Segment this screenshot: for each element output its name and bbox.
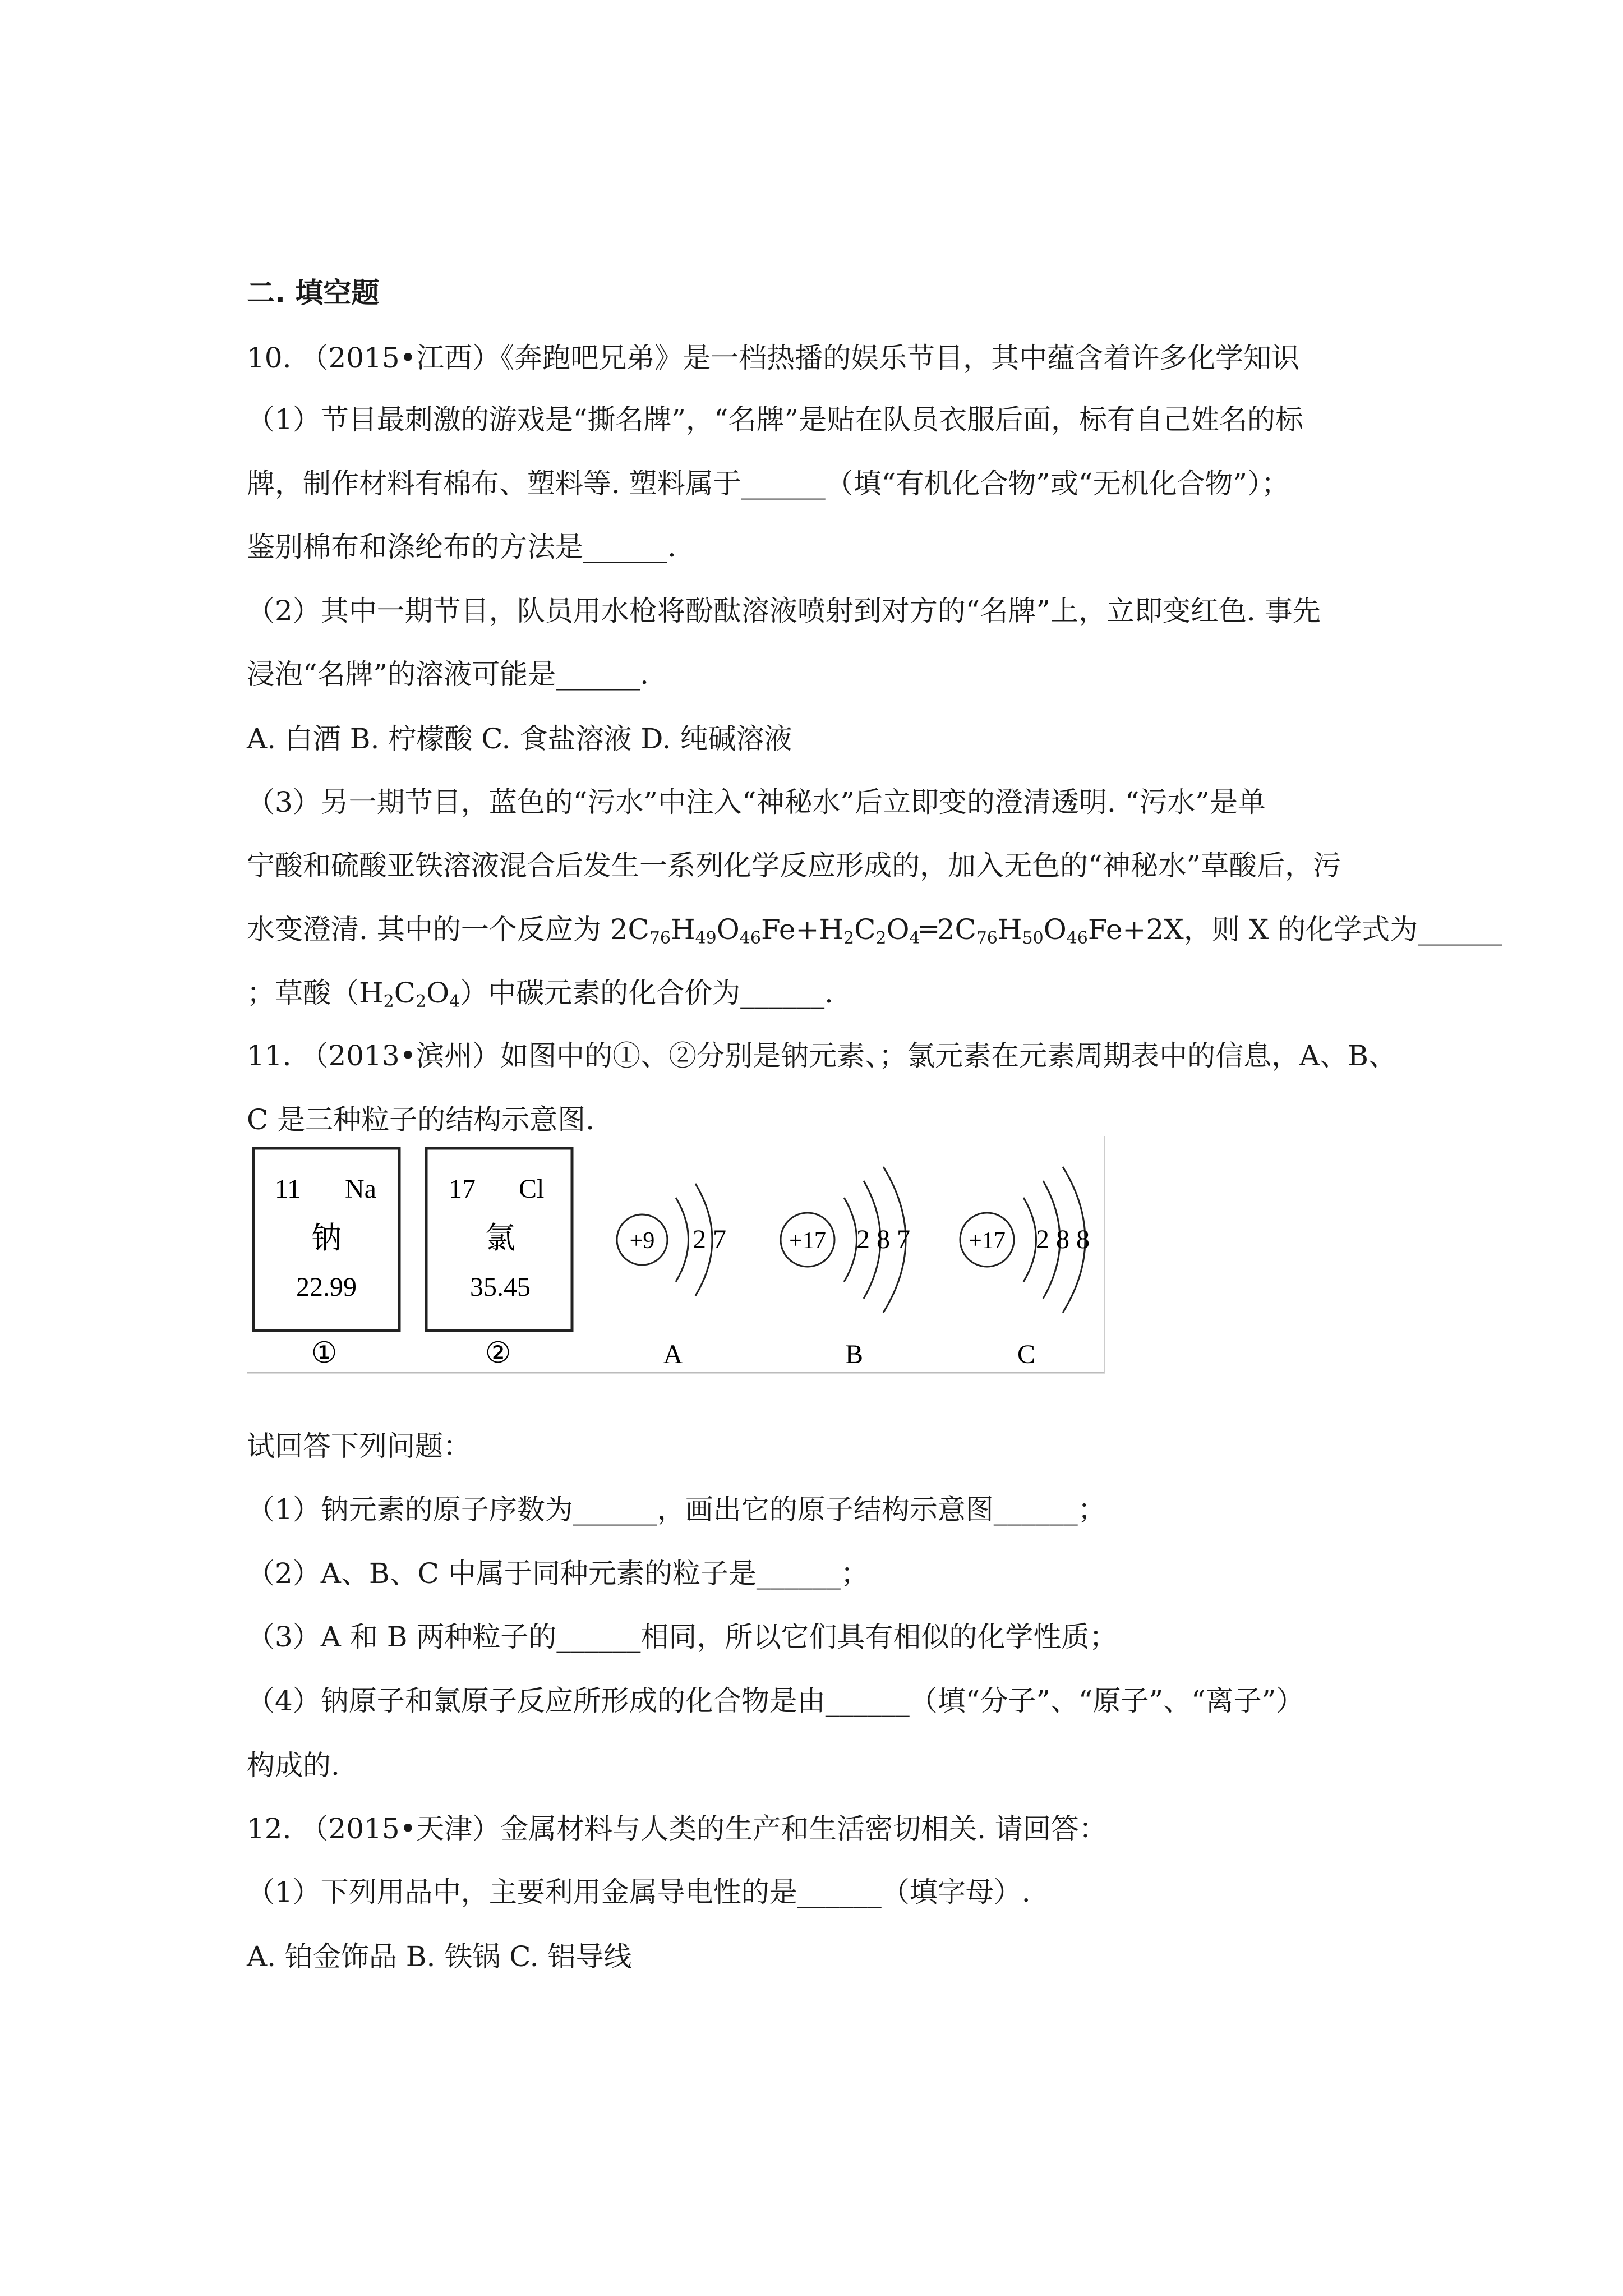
q10-part1-line1: （1）节目最刺激的游戏是“撕名牌”，“名牌”是贴在队员衣服后面，标有自己姓名的标	[247, 403, 1304, 436]
q12-sub1: （1）下列用品中，主要利用金属导电性的是______（填字母）.	[247, 1876, 1031, 1908]
q11-sub2: （2）A、B、C 中属于同种元素的粒子是______；	[247, 1557, 869, 1590]
q12-options: A. 铂金饰品 B. 铁锅 C. 铝导线	[247, 1940, 632, 1973]
element-structure-figure	[247, 1136, 1110, 1377]
section-title: 二. 填空题	[247, 277, 380, 309]
svg-text:2 8 8: 2 8 8	[1036, 1225, 1090, 1254]
q10-part2-line1: （2）其中一期节目，队员用水枪将酚酞溶液喷射到对方的“名牌”上，立即变红色. 事先	[247, 595, 1321, 627]
q11-stem-line1: 11. （2013•滨州）如图中的①、②分别是钠元素、；氯元素在元素周期表中的信息，A、B、	[247, 1039, 1396, 1072]
q11-sub4-line1: （4）钠原子和氯原子反应所形成的化合物是由______（填“分子”、“原子”、“离子”）	[247, 1685, 1304, 1717]
q10-part2-line2: 浸泡“名牌”的溶液可能是______.	[247, 658, 649, 691]
svg-text:+9: +9	[629, 1228, 655, 1254]
q10-options: A. 白酒 B. 柠檬酸 C. 食盐溶液 D. 纯碱溶液	[247, 723, 792, 755]
svg-text:+17: +17	[969, 1228, 1006, 1254]
q10-part1-line3: 鉴别棉布和涤纶布的方法是______.	[247, 531, 676, 563]
svg-text:+17: +17	[789, 1228, 826, 1254]
svg-text:17: 17	[449, 1174, 476, 1204]
svg-text:氯: 氯	[485, 1221, 515, 1255]
caption-2: ②	[485, 1337, 511, 1369]
caption-c: C	[1017, 1340, 1036, 1369]
svg-text:Na: Na	[345, 1174, 376, 1204]
q10-part3-line2: 宁酸和硫酸亚铁溶液混合后发生一系列化学反应形成的，加入无色的“神秘水”草酸后，污	[247, 849, 1341, 882]
q11-sub4-line2: 构成的.	[247, 1749, 340, 1782]
svg-text:35.45: 35.45	[470, 1272, 531, 1302]
q10-part1-line2: 牌，制作材料有棉布、塑料等. 塑料属于______（填“有机化合物”或“无机化合物”）；	[247, 467, 1290, 500]
reaction-equation: $2C_{76}H_{49}O_{46}Fe+H_2C_2O_4═2C_{76}H_{50}O_{46}Fe+2X$	[610, 913, 1184, 948]
q12-stem: 12. （2015•天津）金属材料与人类的生产和生活密切相关. 请回答：	[247, 1812, 1107, 1845]
q11-sub1: （1）钠元素的原子序数为______，画出它的原子结构示意图______；	[247, 1493, 1106, 1526]
svg-text:钠: 钠	[311, 1221, 342, 1255]
q10-stem: 10. （2015•江西）《奔跑吧兄弟》是一档热播的娱乐节目，其中蕴含着许多化学知识	[247, 342, 1300, 374]
sodium-card	[253, 1148, 399, 1331]
caption-a: A	[663, 1340, 683, 1369]
caption-b: B	[845, 1340, 864, 1369]
q11-stem-line2: C 是三种粒子的结构示意图.	[247, 1103, 595, 1136]
svg-text:2 8 7: 2 8 7	[856, 1225, 910, 1254]
svg-text:2 7: 2 7	[693, 1225, 726, 1254]
q10-part3-line4: ；草酸$(H_2C_2O_4)$中碳元素的化合价为______.	[247, 977, 834, 1011]
q10-part3-line1: （3）另一期节目，蓝色的“污水”中注入“神秘水”后立即变的澄清透明. “污水”是单	[247, 786, 1266, 818]
svg-text:11: 11	[275, 1174, 301, 1204]
caption-1: ①	[311, 1337, 338, 1369]
q10-part3-line3: 水变澄清. 其中的一个反应为 $2C_{76}H_{49}O_{46}Fe+H_2C_2O_4═2C_{76}H_{50}O_{46}Fe+2X$，则 X 的化学式为______	[247, 913, 1502, 948]
svg-text:Cl: Cl	[519, 1174, 545, 1204]
svg-text:22.99: 22.99	[296, 1272, 357, 1302]
q11-sub3: （3）A 和 B 两种粒子的______相同，所以它们具有相似的化学性质；	[247, 1621, 1118, 1653]
q11-prompt: 试回答下列问题：	[247, 1430, 471, 1462]
chlorine-card	[426, 1148, 572, 1331]
